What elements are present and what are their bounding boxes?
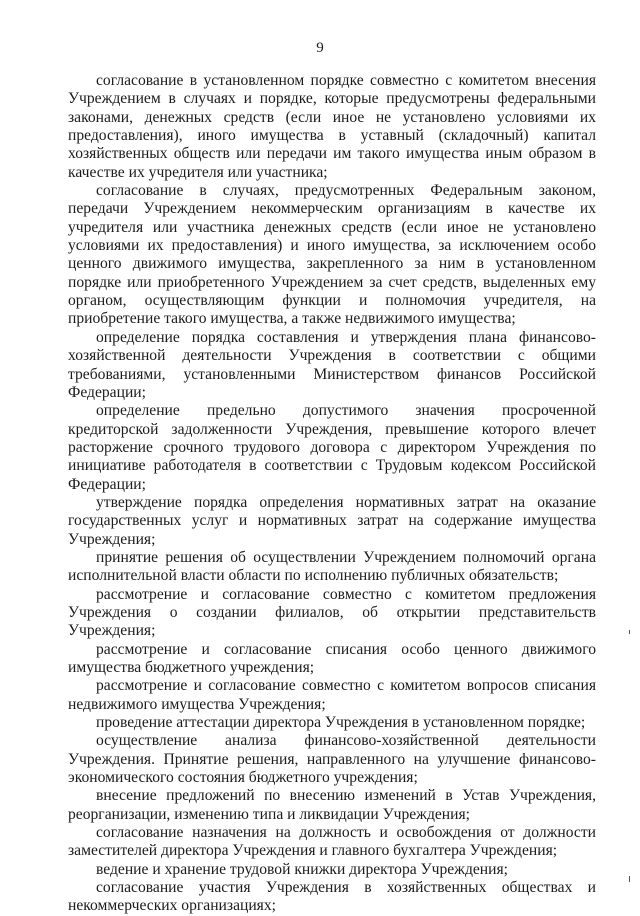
paragraph: рассмотрение и согласование совместно с комитетом вопросов списания недвижимого имущества Учреждения; — [68, 677, 596, 713]
paragraph: внесение предложений по внесению изменений в Устав Учреждения, реорганизации, изменению типа и ликвидации Учреждения; — [68, 787, 596, 823]
paragraph: согласование в случаях, предусмотренных Федеральным законом, передачи Учреждением некоммерческим организациям в качестве их учредителя или участника денежных средств (если иное не установлено условиями их предоставления) и иного имущества, за исключением особо ценного движимого имущества, закрепленного за ним в установленном порядке или приобретенного Учреждением за счет средств, выделенных ему органом, осуществляющим функции и полномочия учредителя, на приобретение такого имущества, а также недвижимого имущества; — [68, 182, 596, 328]
paragraph: проведение аттестации директора Учреждения в установленном порядке; — [96, 714, 586, 732]
paragraph: определение предельно допустимого значения просроченной кредиторской задолженности Учреждения, превышение которого влечет расторжение срочного трудового договора с директором Учреждения по инициативе работодателя в соответствии с Трудовым кодексом Российской Федерации; — [68, 402, 596, 493]
paragraph: осуществление анализа финансово-хозяйственной деятельности Учреждения. Принятие решения, направленного на улучшение финансово-экономического состояния бюджетного учреждения; — [68, 732, 596, 787]
scan-margin-mark — [629, 876, 631, 882]
paragraph: ведение и хранение трудовой книжки директора Учреждения; — [96, 860, 509, 878]
paragraph: согласование участия Учреждения в хозяйственных обществах и некоммерческих организациях; — [68, 879, 596, 915]
paragraph: определение порядка составления и утверждения плана финансово-хозяйственной деятельности Учреждения в соответствии с общими требованиями, установленными Министерством финансов Российской Федерации; — [68, 328, 596, 401]
paragraph: согласование назначения на должность и освобождения от должности заместителей директора Учреждения и главного бухгалтера Учреждения; — [68, 824, 596, 860]
paragraph: рассмотрение и согласование совместно с комитетом предложения Учреждения о создании филиалов, об открытии представительств Учреждения; — [68, 585, 596, 640]
scan-margin-mark — [629, 630, 631, 634]
paragraph: принятие решения об осуществлении Учреждением полномочий органа исполнительной власти области по исполнению публичных обязательств; — [68, 548, 596, 585]
paragraph: утверждение порядка определения нормативных затрат на оказание государственных услуг и нормативных затрат на содержание имущества Учреждения; — [68, 493, 596, 548]
paragraph: согласование в установленном порядке совместно с комитетом внесения Учреждением в случаях и порядке, которые предусмотрены федеральными законами, денежных средств (если иное не установлено условиями их предоставления), иного имущества в уставный (складочный) капитал хозяйственных обществ или передачи им такого имущества иным образом в качестве их учредителя или участника; — [68, 72, 596, 181]
document-body — [68, 72, 596, 916]
page-number: 9 — [316, 40, 324, 56]
paragraph: рассмотрение и согласование списания особо ценного движимого имущества бюджетного учреждения; — [68, 640, 596, 676]
